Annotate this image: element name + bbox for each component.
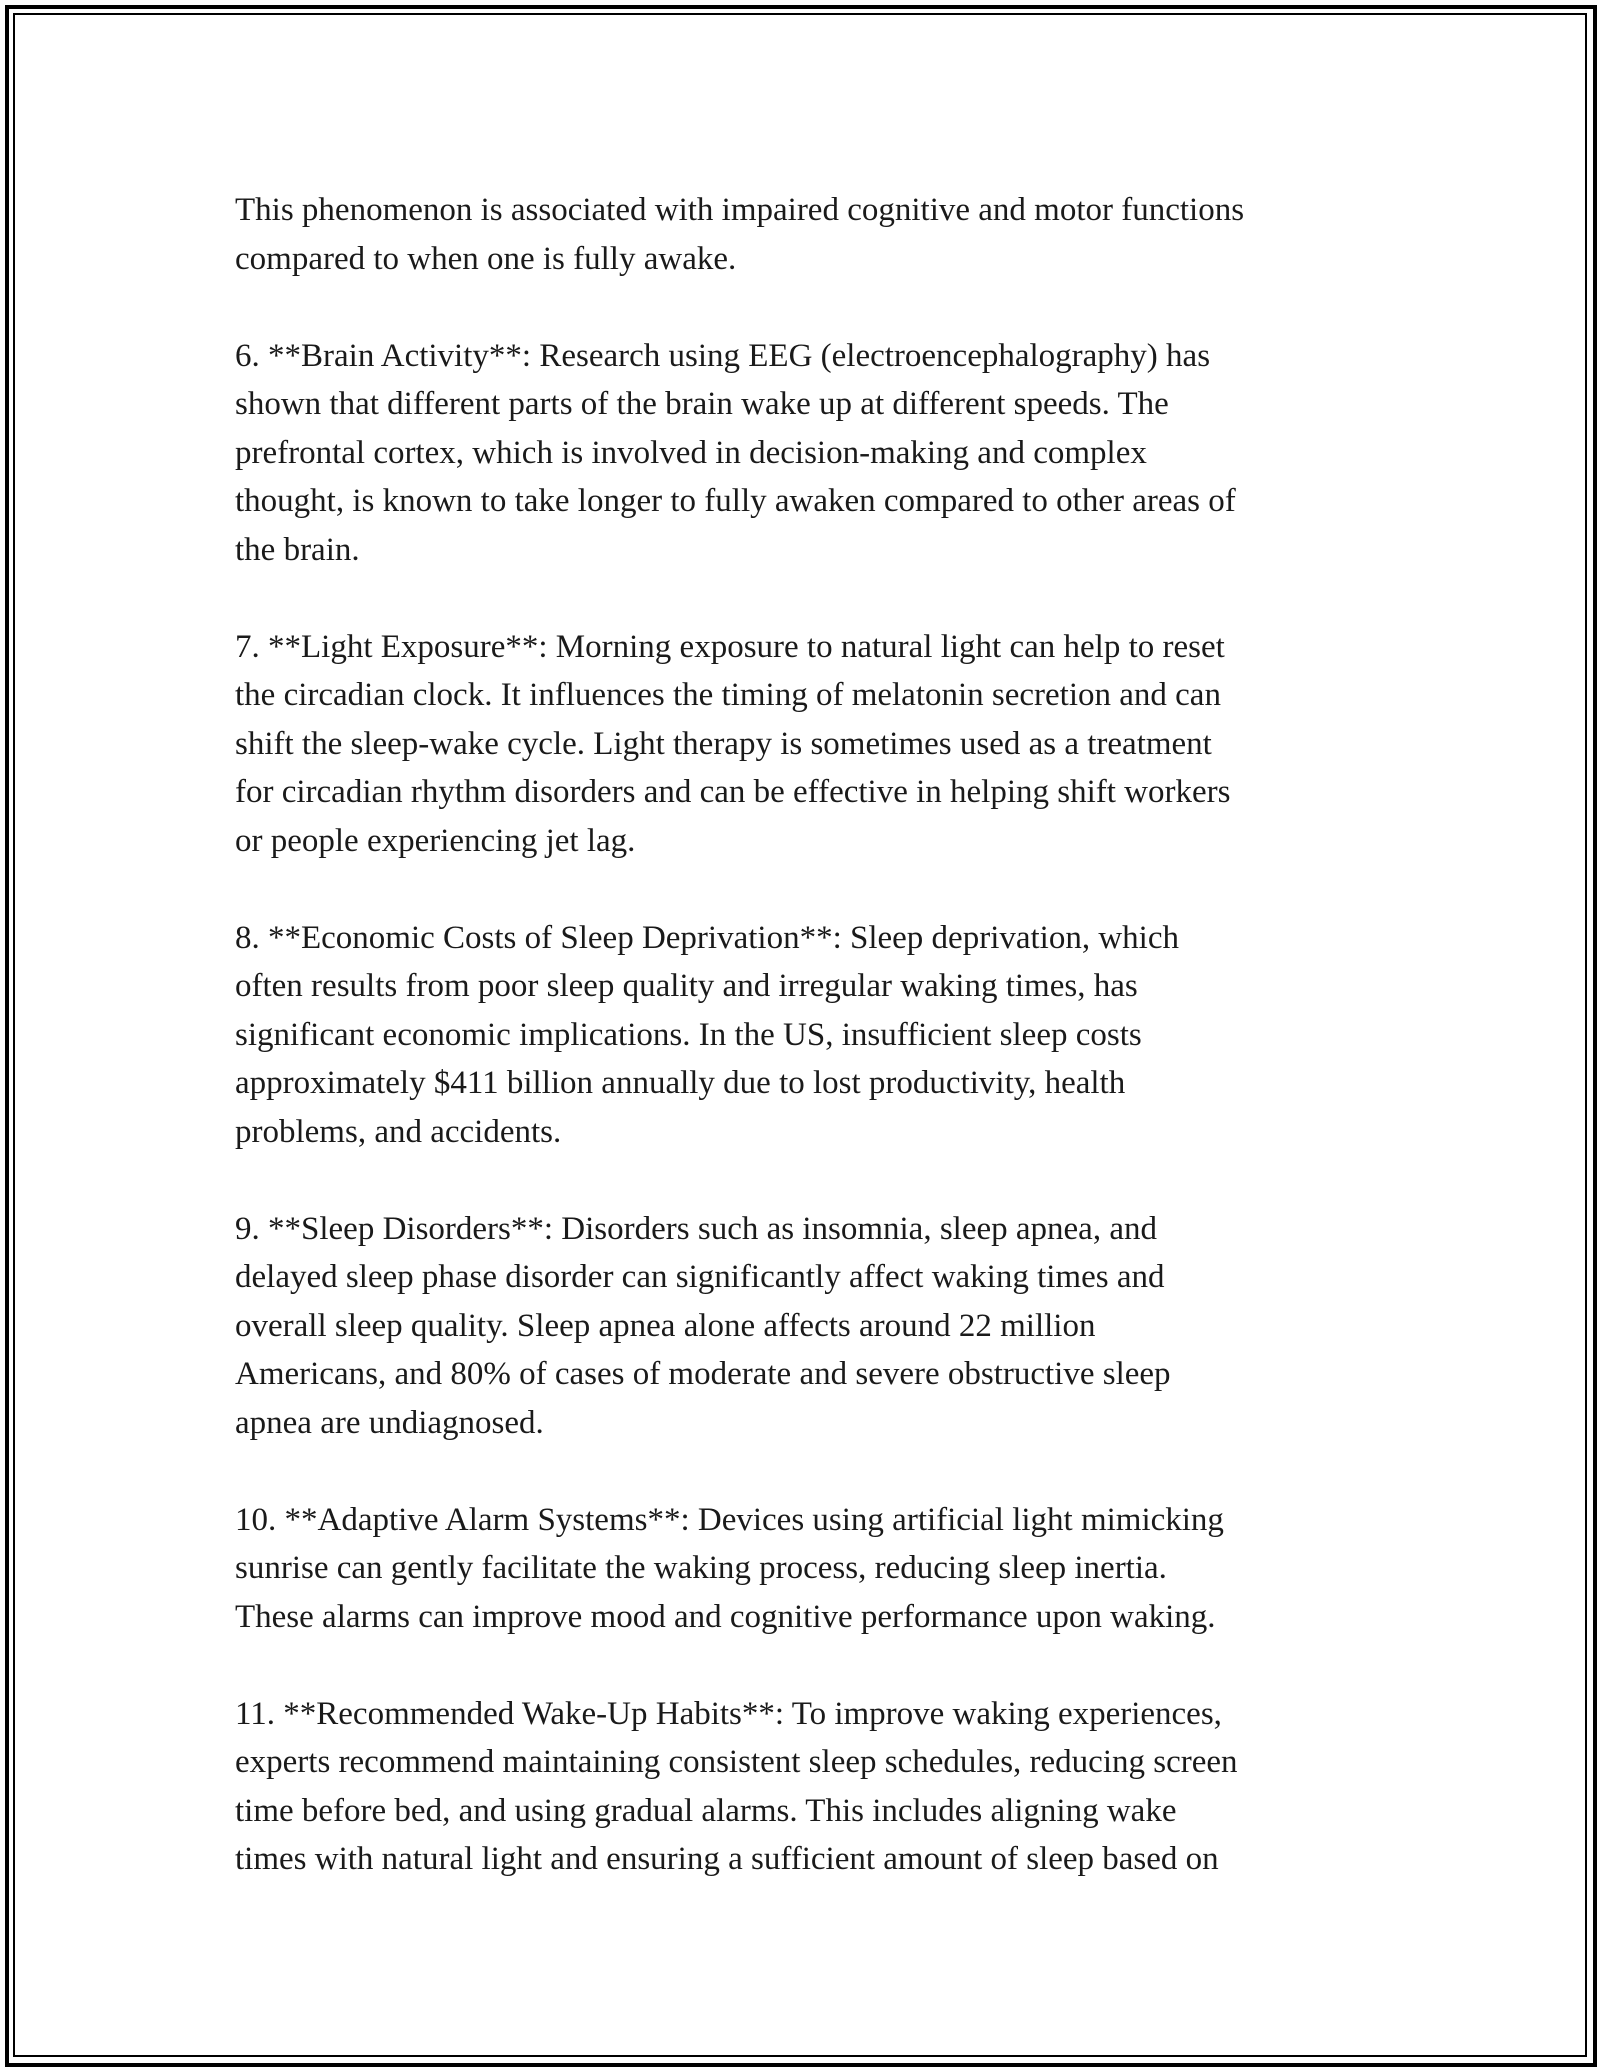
- paragraph-light-exposure: 7. **Light Exposure**: Morning exposure to natural light can help to reset the circadian clock. It influences the timing of melatonin secretion and can shift the sleep-wake cycle. Light therapy is sometimes used as a treatment for circadian rhythm disorders and can be effective in helping shift workers or people experiencing jet lag.: [235, 628, 1231, 859]
- document-body: [235, 186, 1365, 1884]
- paragraph-sleep-disorders: 9. **Sleep Disorders**: Disorders such as insomnia, sleep apnea, and delayed sleep phase disorder can significantly affect waking times and overall sleep quality. Sleep apnea alone affects around 22 million Americans, and 80% of cases of moderate and severe obstructive sleep apnea are undiagnosed.: [235, 1210, 1171, 1441]
- paragraph-economic-costs: 8. **Economic Costs of Sleep Deprivation**: Sleep deprivation, which often results from poor sleep quality and irregular waking times, has significant economic implications. In the US, insufficient sleep costs approximately $411 billion annually due to lost productivity, health problems, and accidents.: [235, 919, 1179, 1150]
- paragraph-brain-activity: 6. **Brain Activity**: Research using EEG (electroencephalography) has shown that different parts of the brain wake up at different speeds. The prefrontal cortex, which is involved in decision-making and complex thought, is known to take longer to fully awaken compared to other areas of the brain.: [235, 337, 1236, 568]
- paragraph-intro: This phenomenon is associated with impaired cognitive and motor functions compared to when one is fully awake.: [235, 192, 1245, 277]
- paragraph-wake-up-habits: 11. **Recommended Wake-Up Habits**: To improve waking experiences, experts recommend maintaining consistent sleep schedules, reducing screen time before bed, and using gradual alarms. This includes aligning wake times with natural light and ensuring a sufficient amount of sleep based on: [235, 1695, 1238, 1877]
- paragraph-adaptive-alarms: 10. **Adaptive Alarm Systems**: Devices using artificial light mimicking sunrise can gently facilitate the waking process, reducing sleep inertia. These alarms can improve mood and cognitive performance upon waking.: [235, 1501, 1224, 1635]
